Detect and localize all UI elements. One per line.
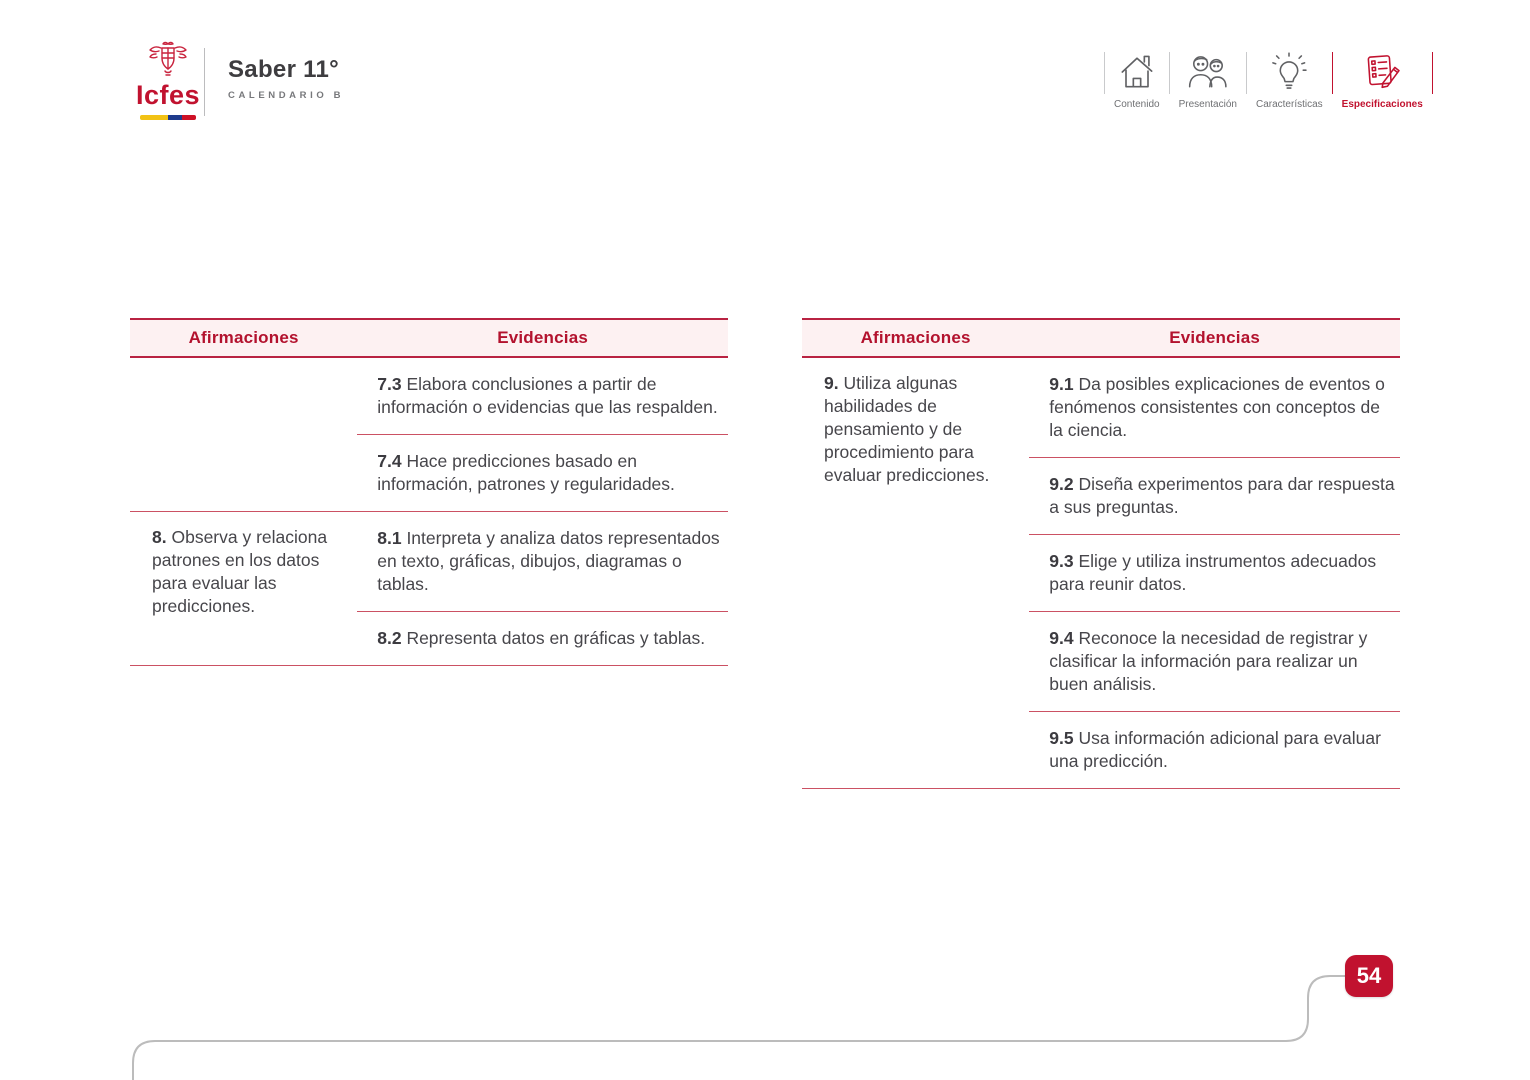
afirmacion-text: Observa y relaciona patrones en los datos para evaluar las predicciones. [152, 527, 328, 616]
column-header-afirmaciones: Afirmaciones [860, 328, 971, 347]
afirmacion-cell-empty [130, 358, 357, 511]
afirmacion-number: 8. [152, 527, 167, 547]
exam-brand [228, 56, 344, 101]
column-header-evidencias: Evidencias [1169, 328, 1261, 347]
nav-label: Presentación [1178, 99, 1237, 110]
evidence-text: Usa información adicional para evaluar una predicción. [1049, 728, 1381, 771]
icfes-wordmark: Icfes [135, 80, 201, 110]
people-icon [1186, 50, 1230, 94]
evidence-text: Da posibles explicaciones de eventos o fenómenos consistentes con conceptos de la ciencia. [1049, 374, 1385, 440]
colombia-flag-bar [140, 115, 196, 120]
evidence-item [1029, 358, 1400, 457]
nav-label: Especificaciones [1341, 99, 1423, 110]
evidence-number: 7.4 [377, 451, 402, 471]
evidence-text: Hace predicciones basado en información, patrones y regularidades. [377, 451, 675, 494]
icfes-crest-icon [146, 40, 190, 80]
evidence-text: Elabora conclusiones a partir de información o evidencias que las respalden. [377, 374, 718, 417]
exam-title [228, 56, 344, 84]
evidencias-cell [357, 512, 728, 665]
nav-item-caracteristicas[interactable] [1247, 50, 1332, 110]
evidence-text: Elige y utiliza instrumentos adecuados para reunir datos. [1049, 551, 1377, 594]
exam-title-text: Saber [228, 56, 297, 83]
evidence-item [357, 512, 728, 611]
table-afirmacion-9 [802, 318, 1400, 789]
afirmacion-cell [802, 358, 1029, 788]
nav-item-contenido[interactable] [1105, 50, 1169, 110]
table-row [130, 358, 728, 512]
exam-subtitle: CALENDARIO B [228, 90, 345, 101]
evidencias-cell [1029, 358, 1400, 788]
evidence-item [357, 434, 728, 511]
top-nav [1104, 50, 1433, 110]
home-icon [1115, 50, 1159, 94]
nav-item-presentacion[interactable] [1170, 50, 1246, 110]
page-number-badge [1345, 955, 1393, 997]
evidence-number: 8.1 [377, 528, 402, 548]
column-header-evidencias: Evidencias [497, 328, 589, 347]
evidence-item [357, 611, 728, 665]
table-header [802, 318, 1400, 358]
afirmacion-text: Utiliza algunas habilidades de pensamiento y de procedimiento para evaluar predicciones. [824, 373, 990, 485]
afirmacion-cell [130, 512, 357, 665]
nav-label: Características [1255, 99, 1323, 110]
nav-item-especificaciones[interactable] [1333, 50, 1432, 110]
evidence-text: Representa datos en gráficas y tablas. [406, 628, 706, 648]
evidence-number: 9.5 [1049, 728, 1074, 748]
page-number: 54 [1356, 963, 1382, 988]
evidence-text: Diseña experimentos para dar respuesta a sus preguntas. [1049, 474, 1395, 517]
evidence-number: 8.2 [377, 628, 402, 648]
table-afirmaciones-7-8 [130, 318, 728, 666]
exam-grade: 11° [303, 56, 340, 83]
evidence-item [357, 358, 728, 434]
evidence-number: 9.2 [1049, 474, 1074, 494]
nav-divider-active [1432, 52, 1433, 94]
evidence-number: 9.4 [1049, 628, 1074, 648]
evidence-number: 9.3 [1049, 551, 1074, 571]
evidence-text: Interpreta y analiza datos representados en texto, gráficas, dibujos, diagramas o tablas. [377, 528, 720, 594]
table-header [130, 318, 728, 358]
evidence-number: 9.1 [1049, 374, 1074, 394]
evidence-item [1029, 457, 1400, 534]
evidence-text: Reconoce la necesidad de registrar y clasificar la información para realizar un buen análisis. [1049, 628, 1368, 694]
evidence-item [1029, 534, 1400, 611]
afirmacion-number: 9. [824, 373, 839, 393]
column-header-afirmaciones: Afirmaciones [188, 328, 299, 347]
table-row [802, 358, 1400, 789]
lightbulb-icon [1267, 50, 1311, 94]
evidence-number: 7.3 [377, 374, 402, 394]
icfes-logo [128, 40, 208, 120]
evidence-item [1029, 711, 1400, 788]
logo-divider [204, 48, 205, 116]
table-row [130, 512, 728, 666]
evidencias-cell [357, 358, 728, 511]
checklist-pencil-icon [1360, 50, 1404, 94]
evidence-item [1029, 611, 1400, 711]
nav-label: Contenido [1114, 99, 1160, 110]
